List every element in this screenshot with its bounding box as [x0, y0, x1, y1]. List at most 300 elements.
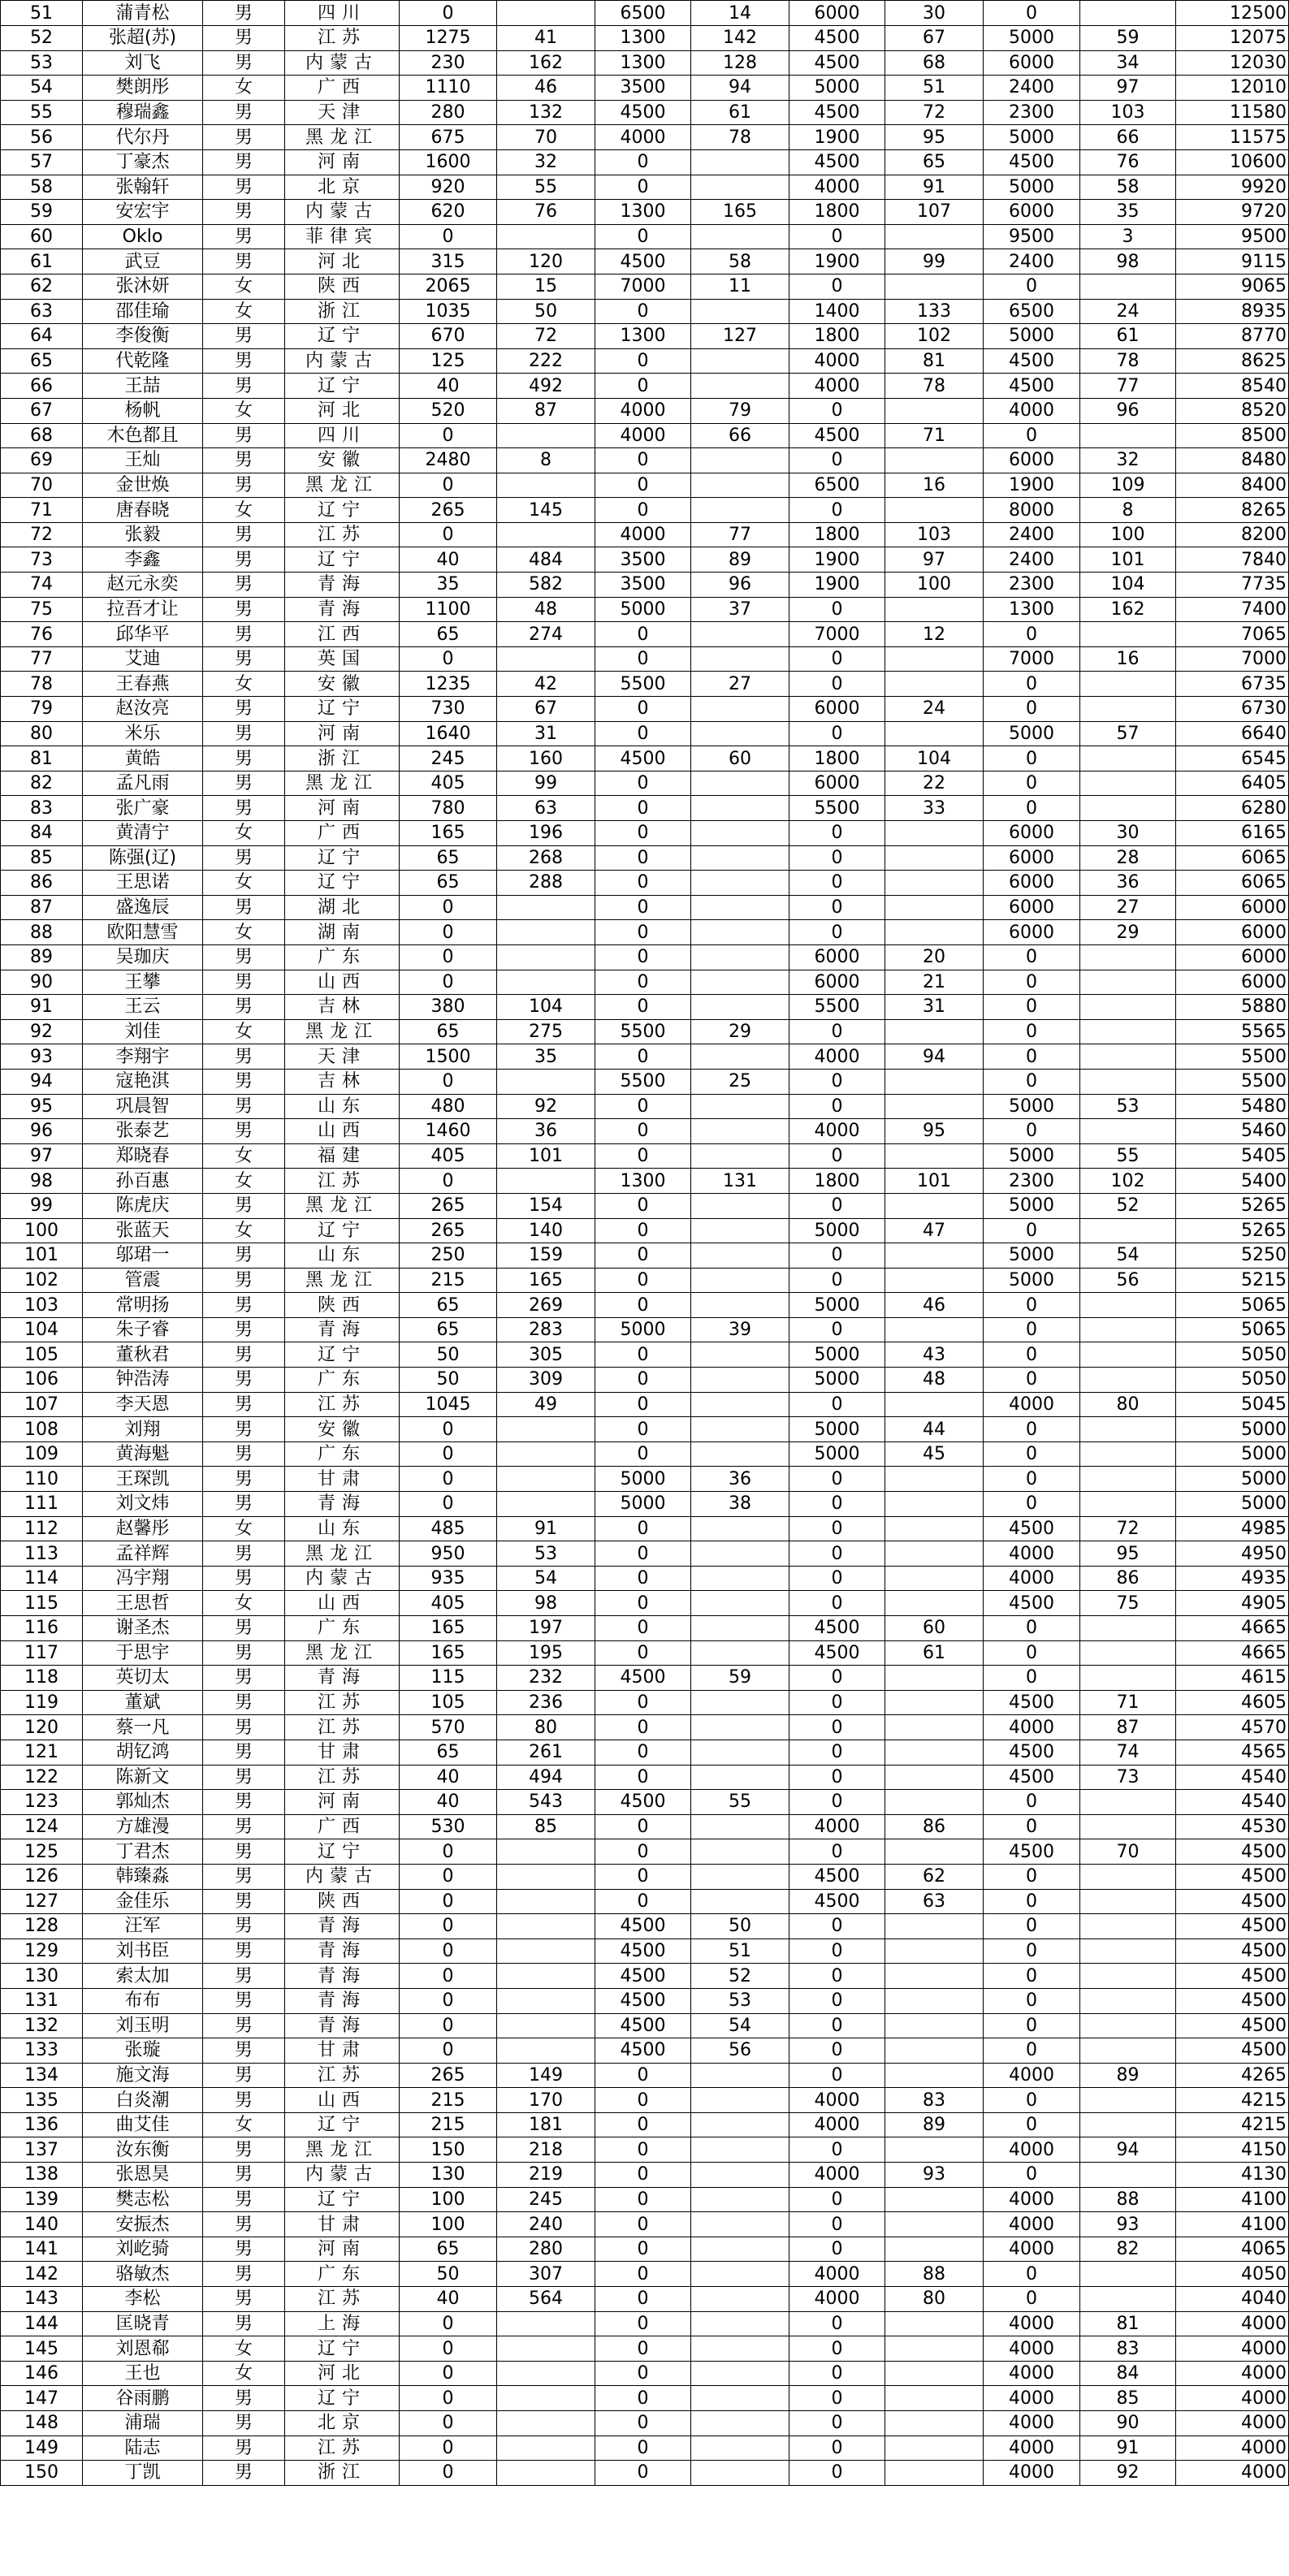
score-1-cell: 0	[400, 1988, 497, 2013]
score-3-cell: 4500	[789, 1640, 885, 1666]
score-1-cell: 40	[400, 1790, 497, 1815]
score-4-cell: 0	[984, 746, 1080, 772]
score-4-cell: 4000	[984, 1541, 1080, 1567]
rank-cell: 81	[1, 746, 83, 772]
rank-2-cell: 27	[691, 672, 789, 697]
rank-cell: 58	[1, 175, 83, 200]
gender-cell: 男	[203, 1342, 285, 1368]
name-cell: 赵汝亮	[83, 697, 203, 722]
rank-4-cell	[1080, 2038, 1176, 2064]
total-cell: 4500	[1176, 2013, 1289, 2038]
rank-4-cell: 101	[1080, 547, 1176, 573]
gender-cell: 男	[203, 1640, 285, 1666]
total-cell: 6000	[1176, 920, 1289, 945]
name-cell: 金世焕	[83, 473, 203, 498]
region-cell: 河北	[285, 398, 400, 423]
score-4-cell: 0	[984, 2112, 1080, 2137]
score-4-cell: 0	[984, 1044, 1080, 1070]
rank-3-cell	[885, 1392, 984, 1417]
rank-3-cell	[885, 920, 984, 945]
rank-3-cell	[885, 274, 984, 299]
score-1-cell: 0	[400, 1492, 497, 1517]
region-cell: 天津	[285, 100, 400, 125]
region-cell: 辽宁	[285, 498, 400, 523]
region-cell: 辽宁	[285, 2386, 400, 2411]
table-row	[1, 76, 1289, 101]
score-3-cell: 0	[789, 2336, 885, 2362]
table-row	[1, 473, 1289, 498]
total-cell: 4985	[1176, 1516, 1289, 1541]
score-3-cell: 4000	[789, 1119, 885, 1144]
rank-1-cell: 219	[497, 2163, 595, 2188]
total-cell: 4605	[1176, 1690, 1289, 1715]
table-row	[1, 1864, 1289, 1889]
region-cell: 内蒙古	[285, 200, 400, 225]
rank-2-cell: 79	[691, 398, 789, 423]
score-3-cell: 0	[789, 1839, 885, 1865]
rank-3-cell: 30	[885, 1, 984, 26]
table-row	[1, 2137, 1289, 2163]
region-cell: 黑龙江	[285, 771, 400, 796]
score-4-cell: 4000	[984, 1392, 1080, 1417]
total-cell: 7400	[1176, 597, 1289, 622]
rank-1-cell	[497, 1, 595, 26]
rank-cell: 109	[1, 1441, 83, 1467]
score-4-cell: 0	[984, 771, 1080, 796]
rank-1-cell	[497, 1988, 595, 2013]
rank-4-cell: 98	[1080, 249, 1176, 274]
rank-3-cell	[885, 1094, 984, 1119]
rank-2-cell	[691, 1119, 789, 1144]
score-4-cell: 2300	[984, 100, 1080, 125]
score-1-cell: 0	[400, 1467, 497, 1492]
score-2-cell: 4000	[595, 125, 691, 150]
score-4-cell: 0	[984, 1417, 1080, 1442]
score-4-cell: 0	[984, 995, 1080, 1020]
rank-3-cell: 60	[885, 1616, 984, 1641]
rank-4-cell: 86	[1080, 1566, 1176, 1591]
score-4-cell: 6000	[984, 895, 1080, 920]
rank-2-cell	[691, 1143, 789, 1169]
rank-cell: 101	[1, 1243, 83, 1269]
score-3-cell: 0	[789, 1765, 885, 1790]
gender-cell: 男	[203, 1193, 285, 1218]
score-1-cell: 0	[400, 1938, 497, 1964]
score-2-cell: 0	[595, 224, 691, 249]
rank-1-cell	[497, 970, 595, 995]
score-3-cell: 0	[789, 721, 885, 746]
name-cell: 张广豪	[83, 796, 203, 821]
rank-2-cell	[691, 1640, 789, 1666]
rank-cell: 75	[1, 597, 83, 622]
name-cell: 张毅	[83, 522, 203, 547]
score-2-cell: 0	[595, 1268, 691, 1293]
score-1-cell: 100	[400, 2212, 497, 2237]
table-row	[1, 2038, 1289, 2064]
region-cell: 黑龙江	[285, 1268, 400, 1293]
rank-cell: 83	[1, 796, 83, 821]
score-3-cell: 0	[789, 1964, 885, 1989]
total-cell: 6000	[1176, 944, 1289, 970]
score-2-cell: 3500	[595, 547, 691, 573]
rank-3-cell: 100	[885, 573, 984, 598]
score-2-cell: 0	[595, 1044, 691, 1070]
region-cell: 四川	[285, 1, 400, 26]
rank-3-cell: 89	[885, 2112, 984, 2137]
rank-2-cell: 38	[691, 1492, 789, 1517]
rank-1-cell: 49	[497, 1392, 595, 1417]
total-cell: 4265	[1176, 2063, 1289, 2088]
rank-4-cell	[1080, 796, 1176, 821]
table-row	[1, 547, 1289, 573]
name-cell: 木色都且	[83, 423, 203, 448]
table-row	[1, 622, 1289, 647]
rank-2-cell: 11	[691, 274, 789, 299]
region-cell: 辽宁	[285, 2112, 400, 2137]
name-cell: 施文海	[83, 2063, 203, 2088]
rank-2-cell	[691, 1765, 789, 1790]
rank-2-cell: 59	[691, 1666, 789, 1691]
score-2-cell: 0	[595, 175, 691, 200]
rank-2-cell	[691, 2163, 789, 2188]
rank-1-cell: 305	[497, 1342, 595, 1368]
region-cell: 黑龙江	[285, 473, 400, 498]
score-2-cell: 1300	[595, 1169, 691, 1194]
rank-1-cell: 32	[497, 149, 595, 175]
region-cell: 青海	[285, 573, 400, 598]
region-cell: 湖北	[285, 895, 400, 920]
rank-3-cell	[885, 1964, 984, 1989]
score-2-cell: 3500	[595, 76, 691, 101]
score-4-cell: 4500	[984, 149, 1080, 175]
rank-4-cell: 91	[1080, 2436, 1176, 2461]
rank-1-cell: 140	[497, 1218, 595, 1243]
rank-3-cell: 16	[885, 473, 984, 498]
rank-1-cell: 85	[497, 1814, 595, 1839]
rank-2-cell	[691, 871, 789, 896]
table-row	[1, 1814, 1289, 1839]
score-3-cell: 0	[789, 672, 885, 697]
score-3-cell: 1900	[789, 125, 885, 150]
name-cell: 浦瑞	[83, 2411, 203, 2436]
score-4-cell: 4500	[984, 1591, 1080, 1616]
score-1-cell: 65	[400, 622, 497, 647]
table-row	[1, 995, 1289, 1020]
region-cell: 甘肃	[285, 2038, 400, 2064]
region-cell: 安徽	[285, 448, 400, 473]
rank-1-cell: 564	[497, 2287, 595, 2312]
gender-cell: 男	[203, 1243, 285, 1269]
gender-cell: 男	[203, 1467, 285, 1492]
score-3-cell: 0	[789, 2038, 885, 2064]
rank-4-cell: 82	[1080, 2237, 1176, 2262]
score-4-cell: 0	[984, 697, 1080, 722]
rank-4-cell: 28	[1080, 845, 1176, 871]
rank-3-cell	[885, 672, 984, 697]
score-4-cell: 0	[984, 2287, 1080, 2312]
rank-cell: 145	[1, 2336, 83, 2362]
gender-cell: 男	[203, 1889, 285, 1914]
rank-4-cell	[1080, 1889, 1176, 1914]
score-4-cell: 0	[984, 1019, 1080, 1044]
table-row	[1, 1839, 1289, 1865]
rank-3-cell	[885, 845, 984, 871]
rank-2-cell: 165	[691, 200, 789, 225]
score-1-cell: 215	[400, 2112, 497, 2137]
rank-2-cell	[691, 2461, 789, 2486]
score-2-cell: 5500	[595, 1019, 691, 1044]
table-row	[1, 871, 1289, 896]
rank-cell: 64	[1, 324, 83, 349]
rank-3-cell	[885, 1988, 984, 2013]
rank-3-cell	[885, 2436, 984, 2461]
total-cell: 4500	[1176, 1988, 1289, 2013]
rank-3-cell: 91	[885, 175, 984, 200]
rank-4-cell	[1080, 1914, 1176, 1939]
rank-3-cell: 103	[885, 522, 984, 547]
rank-1-cell: 145	[497, 498, 595, 523]
table-row	[1, 1790, 1289, 1815]
gender-cell: 男	[203, 1790, 285, 1815]
rank-4-cell	[1080, 672, 1176, 697]
rank-1-cell: 160	[497, 746, 595, 772]
rank-4-cell	[1080, 2013, 1176, 2038]
name-cell: 黄清宁	[83, 821, 203, 846]
score-4-cell: 0	[984, 672, 1080, 697]
gender-cell: 男	[203, 249, 285, 274]
gender-cell: 男	[203, 944, 285, 970]
rank-1-cell: 218	[497, 2137, 595, 2163]
score-3-cell: 0	[789, 1938, 885, 1964]
rank-cell: 89	[1, 944, 83, 970]
rank-cell: 84	[1, 821, 83, 846]
rank-4-cell	[1080, 1988, 1176, 2013]
rank-cell: 108	[1, 1417, 83, 1442]
rank-3-cell	[885, 2411, 984, 2436]
rank-3-cell: 47	[885, 1218, 984, 1243]
region-cell: 山西	[285, 970, 400, 995]
table-row	[1, 944, 1289, 970]
region-cell: 山东	[285, 1243, 400, 1269]
score-1-cell: 215	[400, 1268, 497, 1293]
rank-3-cell	[885, 2237, 984, 2262]
region-cell: 江苏	[285, 1169, 400, 1194]
table-row	[1, 1492, 1289, 1517]
score-2-cell: 4500	[595, 2038, 691, 2064]
rank-1-cell: 245	[497, 2187, 595, 2212]
score-1-cell: 125	[400, 348, 497, 374]
score-3-cell: 0	[789, 1690, 885, 1715]
name-cell: 邵佳瑜	[83, 299, 203, 324]
name-cell: 张超(苏)	[83, 26, 203, 51]
rank-1-cell	[497, 1864, 595, 1889]
score-2-cell: 0	[595, 1417, 691, 1442]
rank-2-cell	[691, 1889, 789, 1914]
score-1-cell: 40	[400, 547, 497, 573]
table-row	[1, 2436, 1289, 2461]
rank-2-cell	[691, 995, 789, 1020]
total-cell: 12075	[1176, 26, 1289, 51]
table-row	[1, 2386, 1289, 2411]
score-2-cell: 0	[595, 1193, 691, 1218]
total-cell: 6405	[1176, 771, 1289, 796]
region-cell: 江苏	[285, 26, 400, 51]
total-cell: 6735	[1176, 672, 1289, 697]
rank-4-cell	[1080, 771, 1176, 796]
rank-2-cell	[691, 1441, 789, 1467]
rank-cell: 114	[1, 1566, 83, 1591]
rank-4-cell: 90	[1080, 2411, 1176, 2436]
gender-cell: 男	[203, 721, 285, 746]
rank-2-cell	[691, 970, 789, 995]
total-cell: 4500	[1176, 1864, 1289, 1889]
rank-3-cell: 80	[885, 2287, 984, 2312]
rank-cell: 121	[1, 1740, 83, 1765]
score-3-cell: 0	[789, 274, 885, 299]
region-cell: 天津	[285, 1044, 400, 1070]
gender-cell: 男	[203, 2187, 285, 2212]
region-cell: 辽宁	[285, 547, 400, 573]
rank-4-cell: 89	[1080, 2063, 1176, 2088]
name-cell: 王也	[83, 2361, 203, 2386]
score-4-cell: 2400	[984, 522, 1080, 547]
table-row	[1, 1243, 1289, 1269]
score-2-cell: 0	[595, 871, 691, 896]
rank-4-cell: 73	[1080, 1765, 1176, 1790]
rank-4-cell	[1080, 1342, 1176, 1368]
rank-cell: 88	[1, 920, 83, 945]
name-cell: 邬珺一	[83, 1243, 203, 1269]
score-2-cell: 1300	[595, 324, 691, 349]
rank-cell: 125	[1, 1839, 83, 1865]
score-2-cell: 0	[595, 1368, 691, 1393]
score-4-cell: 0	[984, 1317, 1080, 1342]
score-3-cell: 1800	[789, 324, 885, 349]
region-cell: 山西	[285, 1119, 400, 1144]
rank-cell: 91	[1, 995, 83, 1020]
table-row	[1, 175, 1289, 200]
rank-2-cell	[691, 1864, 789, 1889]
name-cell: 刘飞	[83, 50, 203, 76]
total-cell: 5565	[1176, 1019, 1289, 1044]
name-cell: 刘翔	[83, 1417, 203, 1442]
gender-cell: 男	[203, 1069, 285, 1094]
name-cell: 汪军	[83, 1914, 203, 1939]
table-row	[1, 1094, 1289, 1119]
rank-2-cell: 66	[691, 423, 789, 448]
score-2-cell: 0	[595, 2112, 691, 2137]
score-1-cell: 50	[400, 1342, 497, 1368]
rank-2-cell	[691, 2311, 789, 2336]
score-4-cell: 4000	[984, 2237, 1080, 2262]
score-1-cell: 2480	[400, 448, 497, 473]
rank-4-cell	[1080, 1317, 1176, 1342]
rank-cell: 115	[1, 1591, 83, 1616]
score-1-cell: 1600	[400, 149, 497, 175]
score-2-cell: 1300	[595, 200, 691, 225]
rank-2-cell	[691, 1392, 789, 1417]
rank-4-cell: 57	[1080, 721, 1176, 746]
rank-4-cell: 36	[1080, 871, 1176, 896]
rank-3-cell: 101	[885, 1169, 984, 1194]
rank-4-cell: 30	[1080, 821, 1176, 846]
table-row	[1, 1541, 1289, 1567]
score-1-cell: 65	[400, 2237, 497, 2262]
name-cell: 陈新文	[83, 1765, 203, 1790]
score-4-cell: 4000	[984, 2336, 1080, 2362]
score-3-cell: 0	[789, 2361, 885, 2386]
rank-1-cell	[497, 944, 595, 970]
score-3-cell: 4000	[789, 2088, 885, 2113]
score-4-cell: 6000	[984, 871, 1080, 896]
rank-cell: 138	[1, 2163, 83, 2188]
rank-cell: 131	[1, 1988, 83, 2013]
score-2-cell: 0	[595, 970, 691, 995]
region-cell: 安徽	[285, 672, 400, 697]
rank-1-cell: 120	[497, 249, 595, 274]
score-4-cell: 6000	[984, 821, 1080, 846]
name-cell: 管震	[83, 1268, 203, 1293]
score-1-cell: 100	[400, 2187, 497, 2212]
rank-2-cell	[691, 697, 789, 722]
score-2-cell: 5000	[595, 597, 691, 622]
rank-2-cell: 60	[691, 746, 789, 772]
score-3-cell: 0	[789, 2212, 885, 2237]
rank-2-cell: 89	[691, 547, 789, 573]
score-2-cell: 0	[595, 622, 691, 647]
name-cell: 代尔丹	[83, 125, 203, 150]
score-4-cell: 2400	[984, 76, 1080, 101]
rank-1-cell	[497, 1889, 595, 1914]
rank-cell: 148	[1, 2411, 83, 2436]
total-cell: 6065	[1176, 845, 1289, 871]
name-cell: 丁君杰	[83, 1839, 203, 1865]
rank-3-cell: 95	[885, 125, 984, 150]
score-3-cell: 0	[789, 1740, 885, 1765]
gender-cell: 男	[203, 622, 285, 647]
score-1-cell: 0	[400, 920, 497, 945]
rank-2-cell	[691, 1814, 789, 1839]
rank-cell: 113	[1, 1541, 83, 1567]
score-1-cell: 0	[400, 423, 497, 448]
name-cell: 刘文炜	[83, 1492, 203, 1517]
rank-4-cell: 78	[1080, 348, 1176, 374]
table-row	[1, 398, 1289, 423]
rank-2-cell	[691, 1740, 789, 1765]
score-2-cell: 0	[595, 1616, 691, 1641]
rank-4-cell: 61	[1080, 324, 1176, 349]
score-1-cell: 65	[400, 871, 497, 896]
rank-3-cell: 67	[885, 26, 984, 51]
score-3-cell: 0	[789, 1467, 885, 1492]
rank-2-cell	[691, 771, 789, 796]
score-4-cell: 0	[984, 944, 1080, 970]
score-4-cell: 5000	[984, 1243, 1080, 1269]
gender-cell: 男	[203, 2063, 285, 2088]
score-3-cell: 0	[789, 398, 885, 423]
gender-cell: 男	[203, 100, 285, 125]
gender-cell: 男	[203, 1492, 285, 1517]
rank-2-cell	[691, 1094, 789, 1119]
rank-3-cell	[885, 821, 984, 846]
rank-2-cell	[691, 1566, 789, 1591]
name-cell: 于思宇	[83, 1640, 203, 1666]
region-cell: 河南	[285, 721, 400, 746]
score-2-cell: 0	[595, 1814, 691, 1839]
rank-3-cell: 102	[885, 324, 984, 349]
rank-cell: 106	[1, 1368, 83, 1393]
rank-cell: 93	[1, 1044, 83, 1070]
